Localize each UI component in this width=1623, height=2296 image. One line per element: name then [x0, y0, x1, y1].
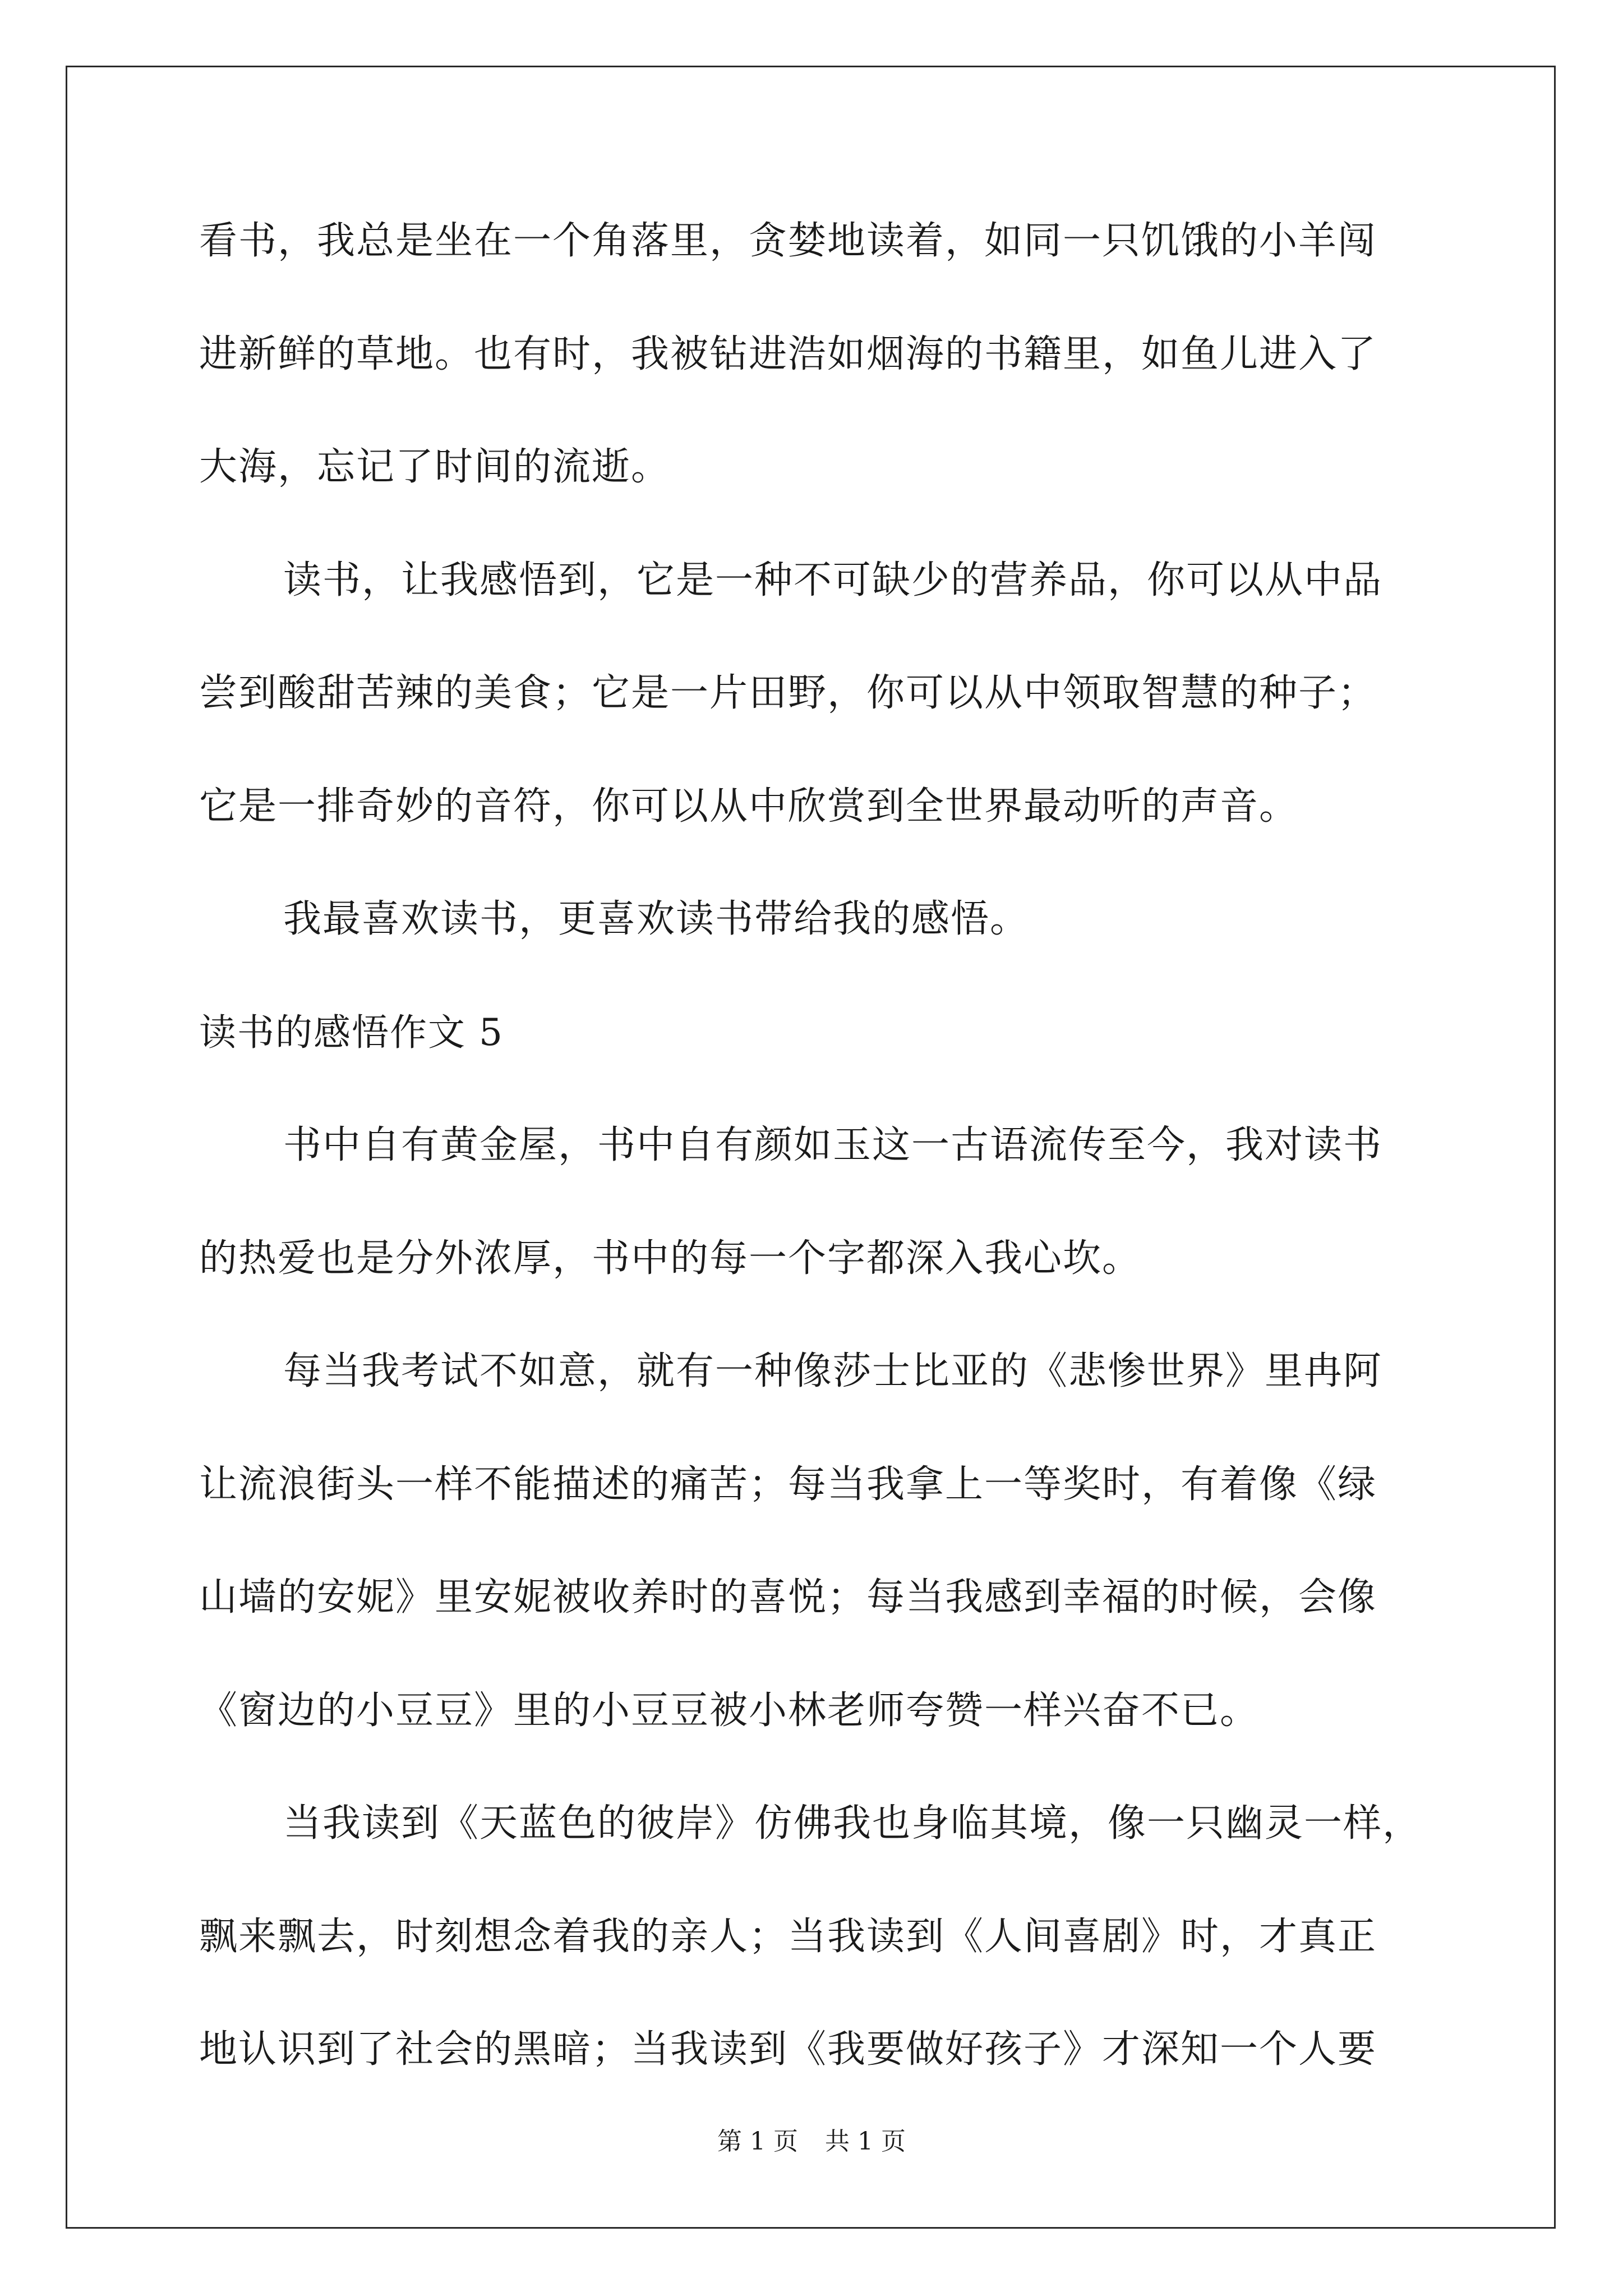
page-total: 共 1 页 [825, 2127, 906, 2156]
text-line: 地认识到了社会的黑暗；当我读到《我要做好孩子》才深知一个人要 [199, 2027, 1377, 2072]
text-line: 山墙的安妮》里安妮被收养时的喜悦；每当我感到幸福的时候，会像 [199, 1575, 1377, 1619]
page-footer [0, 2125, 1623, 2159]
text-line: 大海，忘记了时间的流逝。 [199, 445, 671, 489]
text-line: 看书，我总是坐在一个角落里，贪婪地读着，如同一只饥饿的小羊闯 [199, 219, 1377, 263]
section-heading: 读书的感悟作文 5 [199, 1010, 504, 1054]
paragraph-start: 读书，让我感悟到，它是一种不可缺少的营养品，你可以从中品 [283, 558, 1383, 602]
text-line: 的热爱也是分外浓厚，书中的每一个字都深入我心坎。 [199, 1236, 1142, 1281]
paragraph-start: 我最喜欢读书，更喜欢读书带给我的感悟。 [283, 897, 1030, 941]
paragraph-start: 书中自有黄金屋，书中自有颜如玉这一古语流传至今，我对读书 [283, 1123, 1383, 1167]
text-line: 让流浪街头一样不能描述的痛苦；每当我拿上一等奖时，有着像《绿 [199, 1462, 1377, 1507]
page-number: 第 1 页 [717, 2127, 798, 2156]
text-line: 《窗边的小豆豆》里的小豆豆被小林老师夸赞一样兴奋不已。 [199, 1688, 1260, 1733]
text-line: 进新鲜的草地。也有时，我被钻进浩如烟海的书籍里，如鱼儿进入了 [199, 332, 1377, 376]
text-line: 它是一排奇妙的音符，你可以从中欣赏到全世界最动听的声音。 [199, 784, 1299, 829]
paragraph-start: 当我读到《天蓝色的彼岸》仿佛我也身临其境，像一只幽灵一样， [283, 1801, 1422, 1846]
document-body [199, 213, 1461, 2135]
text-line: 飘来飘去，时刻想念着我的亲人；当我读到《人间喜剧》时，才真正 [199, 1914, 1377, 1959]
paragraph-start: 每当我考试不如意，就有一种像莎士比亚的《悲惨世界》里冉阿 [283, 1349, 1383, 1393]
text-line: 尝到酸甜苦辣的美食；它是一片田野，你可以从中领取智慧的种子； [199, 671, 1377, 715]
